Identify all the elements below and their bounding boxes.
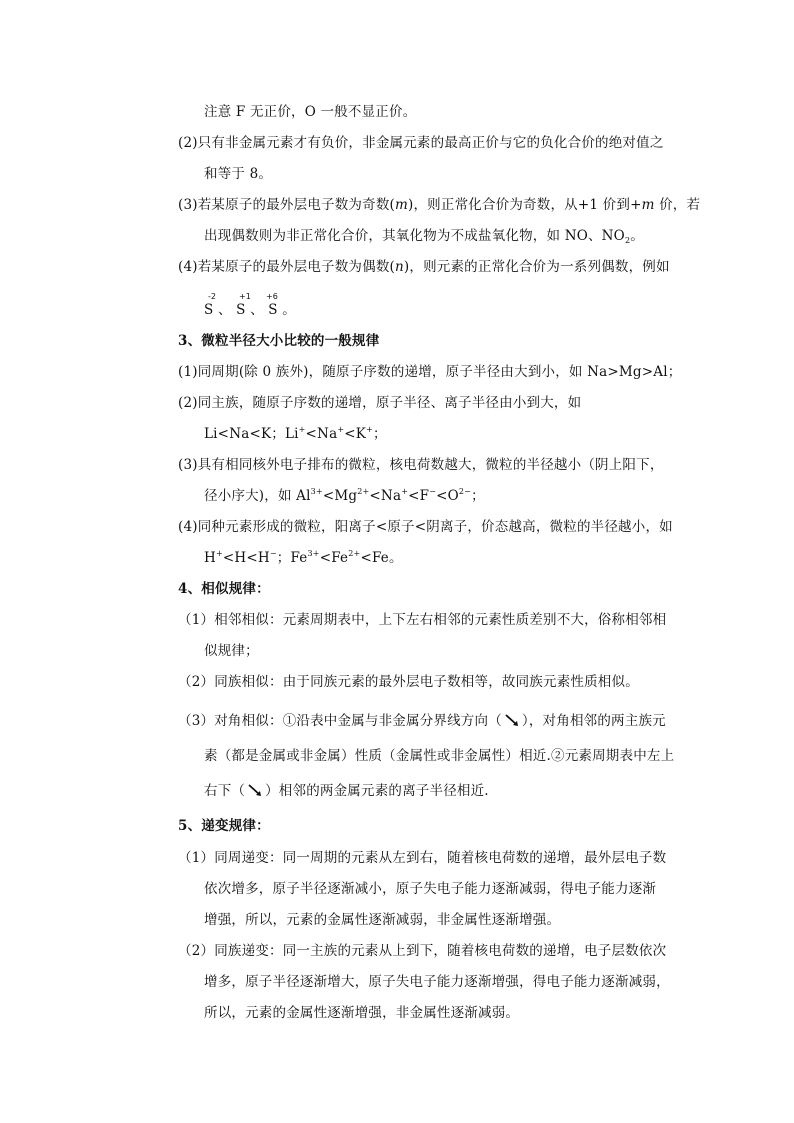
text-line: 增强，所以，元素的金属性逐渐减弱，非金属性逐渐增强。 — [204, 912, 561, 928]
text-line: (4)若某原子的最外层电子数为偶数(n)，则元素的正常化合价为一系列偶数，例如 — [178, 259, 670, 275]
text-line: 注意 F 无正价，O 一般不显正价。 — [204, 104, 417, 120]
text-line: （3）对角相似：①沿表中金属与非金属分界线方向（ ），对角相邻的两主族元 — [178, 713, 666, 729]
text-line: 依次增多，原子半径逐渐减小，原子失电子能力逐渐减弱，得电子能力逐渐 — [204, 881, 657, 897]
text-line: （1）相邻相似：元素周期表中，上下左右相邻的元素性质差别不大，俗称相邻相 — [178, 612, 667, 628]
text-line: （1）同周递变：同一周期的元素从左到右，随着核电荷数的递增，最外层电子数 — [178, 850, 667, 866]
text-line: 径小序大)，如 $Al^{3+}<Mg^{2+}<Na^+<F^-<O^{2-}$； — [204, 487, 485, 504]
text-line: S 、 S 、 S 。 — [204, 302, 296, 318]
oxidation-state-label: +6 — [266, 292, 278, 301]
text-line: （2）同族递变：同一主族的元素从上到下，随着核电荷数的递增，电子层数依次 — [178, 943, 667, 959]
text-line: 增多，原子半径逐渐增大，原子失电子能力逐渐增强，得电子能力逐渐减弱， — [204, 974, 670, 990]
text-line: 素（都是金属或非金属）性质（金属性或非金属性）相近.②元素周期表中左上 — [204, 748, 675, 764]
text-line: （2）同族相似：由于同族元素的最外层电子数相等，故同族元素性质相似。 — [178, 674, 639, 690]
text-line: (2)同主族，随原子序数的递增，原子半径、离子半径由小到大，如 — [178, 395, 582, 411]
text-line: 出现偶数则为非正常化合价，其氧化物为不成盐氧化物，如 NO、$NO_2$。 — [204, 228, 644, 245]
text-line: 右下（ ）相邻的两金属元素的离子半径相近. — [204, 783, 489, 799]
text-line: 和等于 8。 — [204, 166, 273, 182]
text-line: (3)若某原子的最外层电子数为奇数(m)，则正常化合价为奇数，从+1 价到+m 价，若 — [178, 197, 701, 213]
diagonal-arrow-icon — [504, 713, 520, 727]
text-line: (3)具有相同核外电子排布的微粒，核电荷数越大，微粒的半径越小（阴上阳下， — [178, 457, 664, 473]
section-heading: 3、微粒半径大小比较的一般规律 — [178, 333, 380, 349]
text-line: (2)只有非金属元素才有负价，非金属元素的最高正价与它的负化合价的绝对值之 — [178, 135, 664, 151]
oxidation-state-label: -2 — [208, 292, 216, 301]
section-heading: 4、相似规律： — [178, 581, 270, 597]
text-line: H+<H<H−；$Fe^{3+}<Fe^{2+}<Fe$。 — [204, 549, 403, 566]
diagonal-arrow-icon — [247, 783, 263, 797]
section-heading: 5、递变规律： — [178, 818, 270, 834]
text-line: 似规律； — [204, 643, 259, 659]
text-line: 所以，元素的金属性逐渐增强，非金属性逐渐减弱。 — [204, 1005, 520, 1021]
text-line: (4)同种元素形成的微粒，阳离子<原子<阴离子，价态越高，微粒的半径越小，如 — [178, 519, 673, 535]
text-line: (1)同周期(除 0 族外)，随原子序数的递增，原子半径由大到小，如 Na>Mg>Al； — [178, 364, 682, 380]
text-line: Li<Na<K；Li+<Na+<K+； — [204, 425, 387, 442]
oxidation-state-label: +1 — [239, 292, 251, 301]
